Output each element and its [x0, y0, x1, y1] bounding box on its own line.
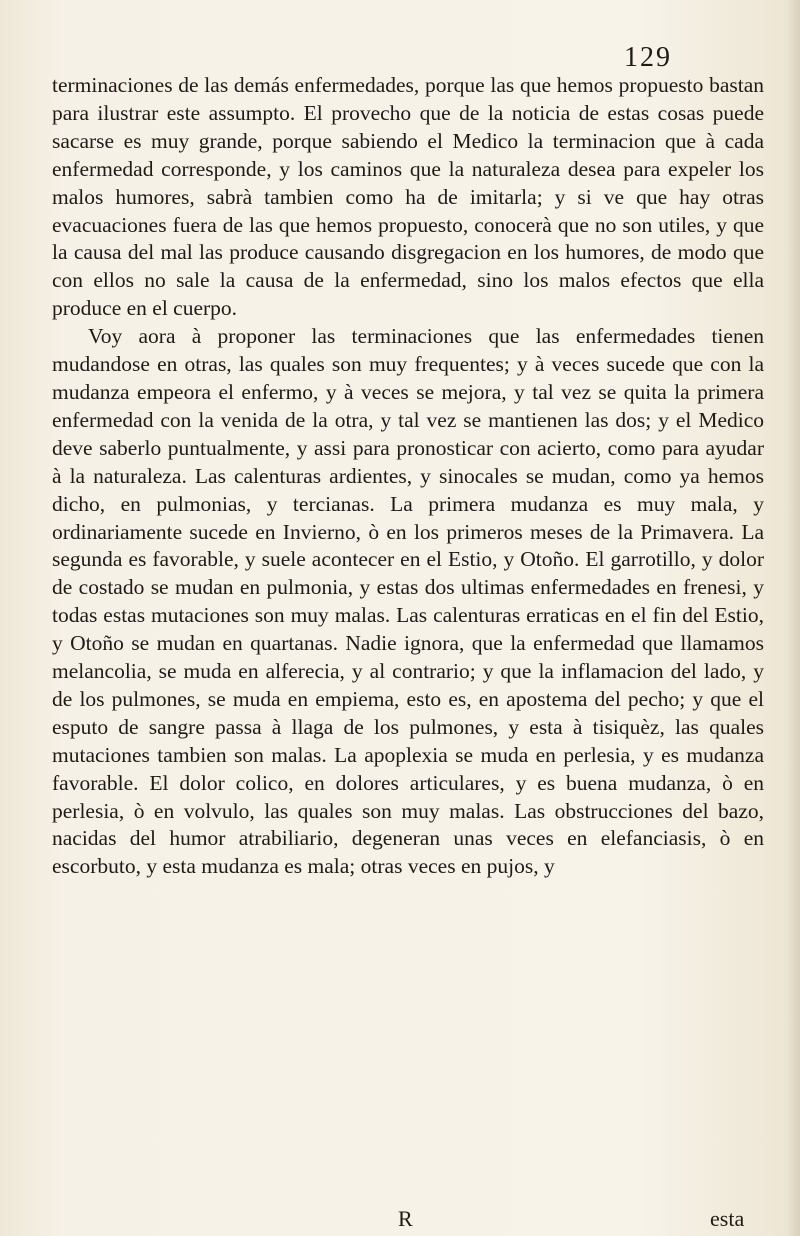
- catchword: esta: [710, 1206, 745, 1231]
- paragraph: Voy aora à proponer las terminaciones que las enfermedades tienen mudandose en otras, las quales son muy frequentes; y à veces sucede que con la mudanza empeora el enfermo, y à veces se mejora, y tal vez se quita la primera enfermedad con la venida de la otra, y tal vez se mantienen las dos; y el Medico deve saberlo puntualmente, y assi para pronosticar con acierto, como para ayudar à la naturaleza. Las calenturas ardientes, y sinocales se mudan, como ya hemos dicho, en pulmonias, y tercianas. La primera mudanza es muy mala, y ordinariamente sucede en Invierno, ò en los primeros meses de la Primavera. La segunda es favorable, y suele acontecer en el Estio, y Otoño. El garrotillo, y dolor de costado se mudan en pulmonia, y estas dos ultimas enfermedades en frenesi, y todas estas mutaciones son muy malas. Las calenturas erraticas en el fin del Estio, y Otoño se mudan en quartanas. Nadie ignora, que la enfermedad que llamamos melancolia, se muda en alferecia, y al contrario; y que la inflamacion del lado, y de los pulmones, se muda en empiema, esto es, en apostema del pecho; y que el esputo de sangre passa à llaga de los pulmones, y esta à tisiquèz, las quales mutaciones tambien son malas. La apoplexia se muda en perlesia, y es mudanza favorable. El dolor colico, en dolores articulares, y es buena mudanza, ò en perlesia, ò en volvulo, las quales son muy malas. Las obstrucciones del bazo, nacidas del humor atrabiliario, degeneran unas veces en elefanciasis, ò en escorbuto, y esta mudanza es mala; otras veces en pujos, y: [52, 324, 764, 879]
- page-edge-shadow: [786, 0, 800, 1236]
- page-number: 129: [624, 42, 672, 73]
- signature-mark: R: [398, 1206, 413, 1231]
- page-footer: [0, 1206, 800, 1236]
- body-text: [52, 72, 764, 881]
- paragraph: terminaciones de las demás enfermedades, porque las que hemos propuesto bastan para ilustrar este assumpto. El provecho que de la noticia de estas cosas puede sacarse es muy grande, porque sabiendo el Medico la terminacion que à cada enfermedad corresponde, y los caminos que la naturaleza desea para expeler los malos humores, sabrà tambien como ha de imitarla; y si ve que hay otras evacuaciones fuera de las que hemos propuesto, conocerà que no son utiles, y que la causa del mal las produce causando disgregacion en los humores, de modo que con ellos no sale la causa de la enfermedad, sino los malos efectos que ella produce en el cuerpo.: [52, 73, 764, 321]
